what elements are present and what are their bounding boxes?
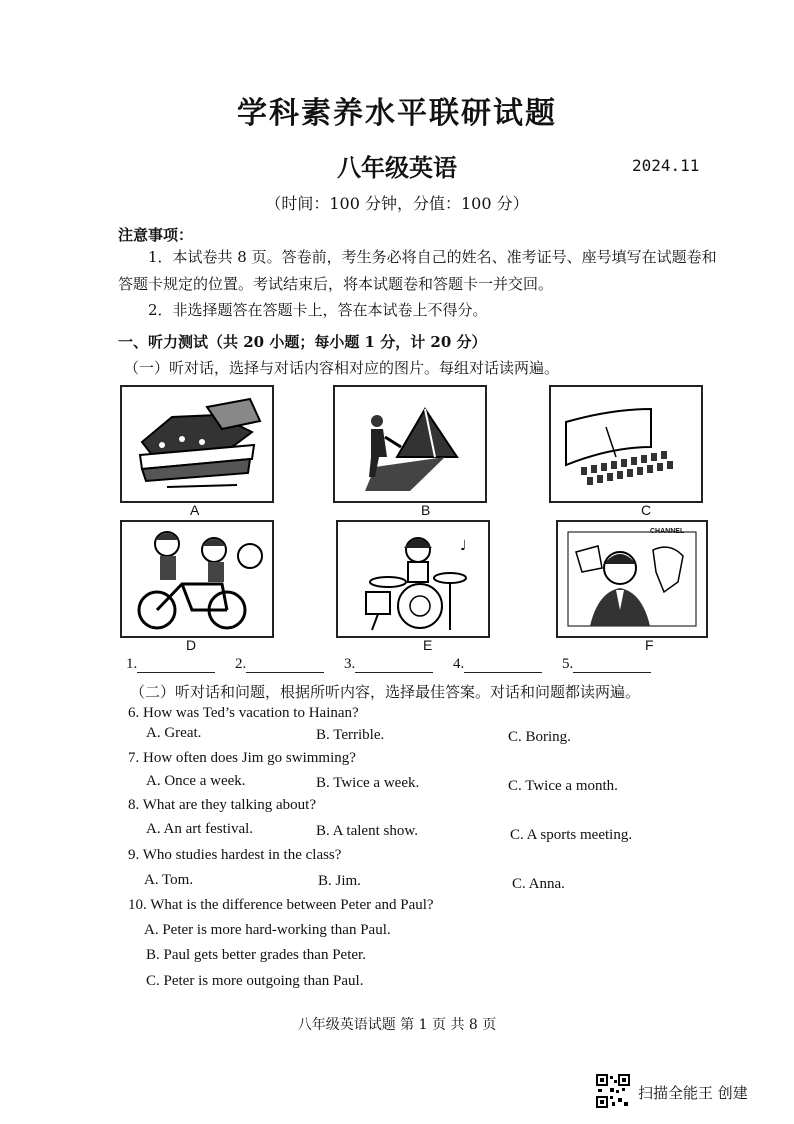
answer-blank[interactable] [464,658,542,673]
picture-b [333,385,487,503]
option-a[interactable]: A. Tom. [144,872,194,888]
answer-blank[interactable] [137,658,215,673]
part1-instruction: （一）听对话，选择与对话内容相对应的图片。每组对话读两遍。 [124,359,560,377]
answer-blank[interactable] [246,658,324,673]
exam-meta: （时间：100 分钟，分值：100 分） [265,194,529,213]
exam-date: 2024.11 [632,156,700,175]
question-7: 7. How often does Jim go swimming? [128,750,356,766]
camping-tent-icon [335,387,485,501]
option-b[interactable]: B. Paul gets better grades than Peter. [146,947,366,963]
cycling-kids-icon [122,522,272,636]
option-b[interactable]: B. Twice a week. [316,775,420,791]
option-a[interactable]: A. Great. [146,725,202,741]
answer-blank[interactable] [355,658,433,673]
svg-text:♩: ♩ [460,538,467,554]
question-8: 8. What are they talking about? [128,797,316,813]
question-10: 10. What is the difference between Peter and Paul? [128,897,434,913]
blank-number: 4. [453,656,465,672]
sandwich-icon [122,387,272,501]
picture-label: D [186,637,197,653]
option-b[interactable]: B. Terrible. [316,727,385,743]
blank-number: 2. [235,656,247,672]
picture-label: E [423,637,433,653]
option-c[interactable]: C. Twice a month. [508,778,618,794]
option-a[interactable]: A. An art festival. [146,821,254,837]
picture-label: F [645,637,654,653]
section-heading: 一、听力测试（共 20 小题；每小题 1 分，计 20 分） [118,333,487,351]
option-c[interactable]: C. A sports meeting. [510,827,633,843]
option-b[interactable]: B. Jim. [318,873,361,889]
scanner-watermark: 扫描全能王 创建 [638,1084,748,1102]
picture-d [120,520,274,638]
question-6: 6. How was Ted’s vacation to Hainan? [128,705,359,721]
exam-title: 学科素养水平联研试题 [237,96,557,131]
picture-e [336,520,490,638]
note-item: 2．非选择题答在答题卡上，答在本试卷上不得分。 [148,301,488,319]
option-c[interactable]: C. Peter is more outgoing than Paul. [146,973,364,989]
answer-blanks [126,656,667,673]
blank-number: 1. [126,656,138,672]
option-a[interactable]: A. Peter is more hard-working than Paul. [144,922,391,938]
option-b[interactable]: B. A talent show. [316,823,418,839]
note-item: 1．本试卷共 8 页。答卷前，考生务必将自己的姓名、准考证号、座号填写在试题卷和答题卡规定的位置。考试结束后，将本试题卷和答题卡一并交回。 [118,248,717,293]
blank-number: 5. [562,656,574,672]
picture-label: A [190,502,200,518]
picture-a [120,385,274,503]
stadium-screen-icon [551,387,701,501]
qr-code-icon [596,1074,630,1108]
part2-instruction: （二）听对话和问题，根据所听内容，选择最佳答案。对话和问题都读两遍。 [130,683,641,701]
channel-text: CHANNEL [650,528,685,535]
blank-number: 3. [344,656,356,672]
page-footer: 八年级英语试题 第 1 页 共 8 页 [297,1017,497,1033]
question-9: 9. Who studies hardest in the class? [128,847,342,863]
picture-label: B [421,502,431,518]
answer-blank[interactable] [573,658,651,673]
notes-heading: 注意事项： [118,226,194,244]
option-c[interactable]: C. Anna. [512,876,565,892]
drummer-icon [338,522,488,636]
option-c[interactable]: C. Boring. [508,729,571,745]
picture-f [556,520,708,638]
picture-c [549,385,703,503]
option-a[interactable]: A. Once a week. [146,773,246,789]
exam-subtitle: 八年级英语 [337,153,457,182]
news-anchor-icon [558,522,706,636]
picture-label: C [641,502,652,518]
